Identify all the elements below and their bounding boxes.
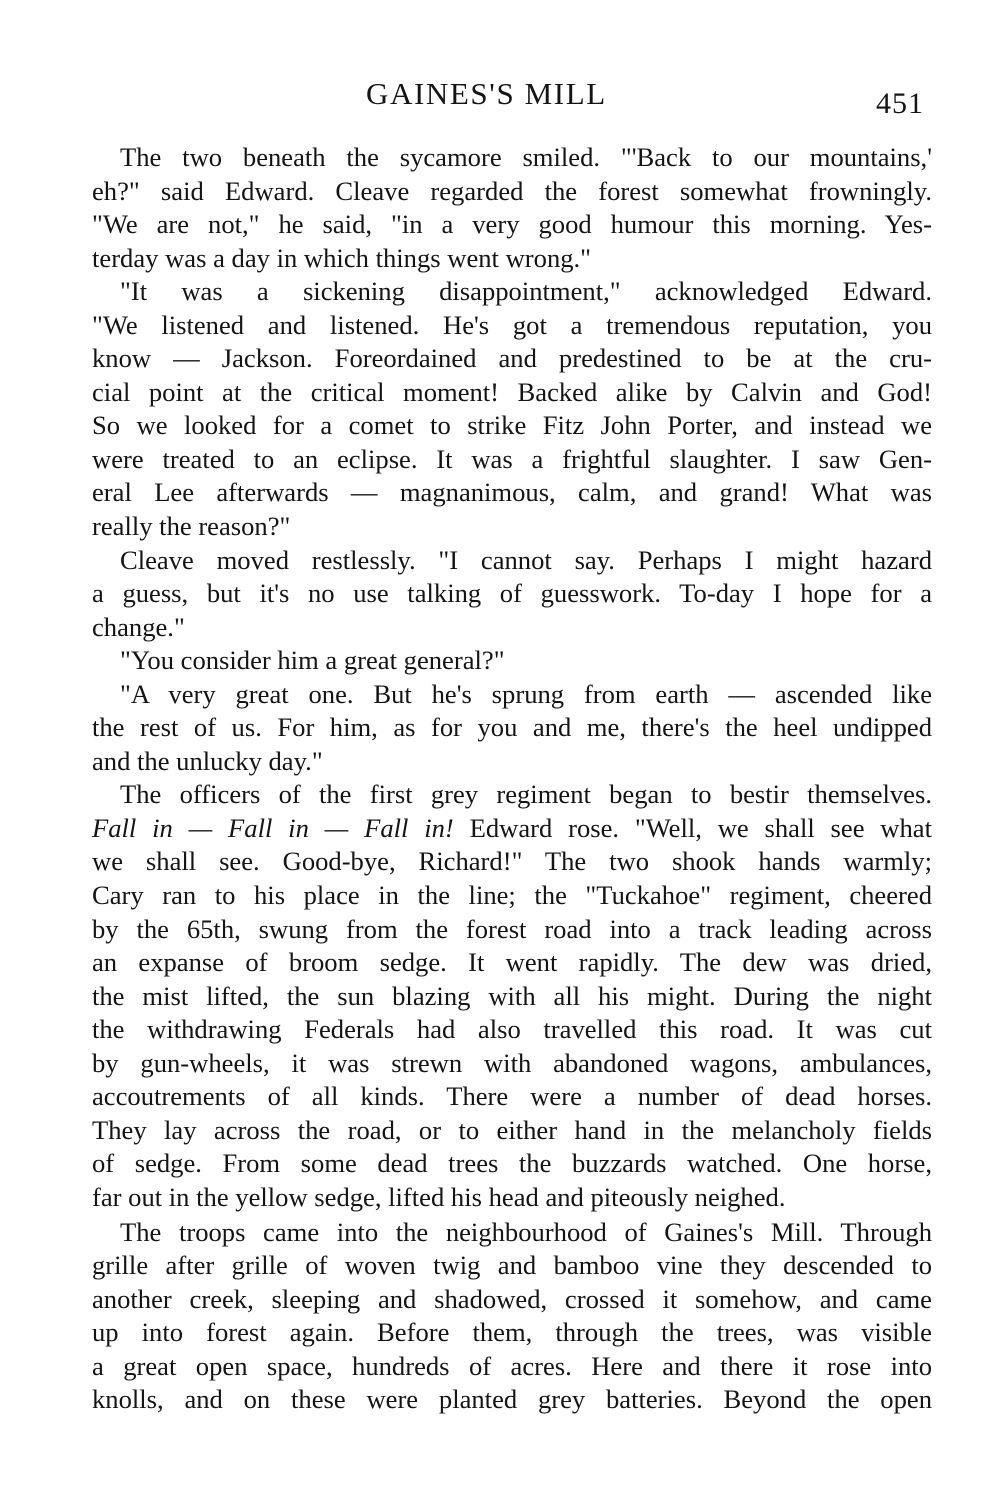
text-line: The troops came into the neighbourhood of Gaines's Mill. Through [120, 1216, 932, 1247]
text-run: Edward rose. "Well, we shall see what [453, 812, 932, 843]
text-line: the withdrawing Federals had also travelled this road. It was cut [92, 1014, 932, 1045]
text-line: of sedge. From some dead trees the buzzards watched. One horse, [92, 1148, 932, 1179]
text-line: accoutrements of all kinds. There were a number of dead horses. [92, 1081, 932, 1112]
text-line: the mist lifted, the sun blazing with all his might. During the night [92, 980, 932, 1011]
text-line: know — Jackson. Foreordained and predestined to be at the cru- [92, 343, 932, 374]
text-line: "We listened and listened. He's got a tremendous reputation, you [92, 309, 932, 340]
text-line: grille after grille of woven twig and bamboo vine they descended to [92, 1250, 932, 1281]
text-line: "We are not," he said, "in a very good humour this morning. Yes- [92, 209, 932, 240]
text-line: The officers of the first grey regiment began to bestir themselves. [120, 779, 932, 810]
text-line: really the reason?" [92, 511, 291, 542]
text-line: terday was a day in which things went wrong." [92, 242, 592, 273]
text-line: by the 65th, swung from the forest road into a track leading across [92, 913, 932, 944]
page-number: 451 [876, 87, 924, 120]
text-line: a great open space, hundreds of acres. Here and there it rose into [92, 1350, 932, 1381]
text-line: The two beneath the sycamore smiled. "'Back to our mountains,' [120, 142, 932, 172]
text-line: Cary ran to his place in the line; the "Tuckahoe" regiment, cheered [92, 880, 932, 911]
running-head [0, 74, 1000, 118]
text-line: up into forest again. Before them, through the trees, was visible [92, 1317, 932, 1348]
text-line: change." [92, 611, 185, 642]
text-line: we shall see. Good-bye, Richard!" The two shook hands warmly; [92, 846, 932, 877]
text-line: and the unlucky day." [92, 745, 323, 776]
text-line: They lay across the road, or to either hand in the melancholy fields [92, 1114, 932, 1145]
text-line: eral Lee afterwards — magnanimous, calm, and grand! What was [92, 477, 932, 508]
text-line: knolls, and on these were planted grey batteries. Beyond the open [92, 1384, 932, 1415]
text-line: So we looked for a comet to strike Fitz John Porter, and instead we [92, 410, 932, 441]
text-line: by gun-wheels, it was strewn with abandoned wagons, ambulances, [92, 1047, 932, 1078]
text-line: far out in the yellow sedge, lifted his head and piteously neighed. [92, 1181, 786, 1212]
text-line: "It was a sickening disappointment," acknowledged Edward. [120, 276, 932, 307]
text-line: cial point at the critical moment! Backed alike by Calvin and God! [92, 376, 932, 407]
text-line: the rest of us. For him, as for you and me, there's the heel undipped [92, 712, 932, 743]
text-line: "A very great one. But he's sprung from earth — ascended like [120, 678, 932, 709]
text-line: an expanse of broom sedge. It went rapidly. The dew was dried, [92, 947, 932, 978]
italic-command: Fall in — Fall in — Fall in! [92, 812, 454, 843]
text-line: a guess, but it's no use talking of guesswork. To-day I hope for a [92, 578, 932, 609]
text-line: "You consider him a great general?" [120, 645, 505, 676]
text-line: another creek, sleeping and shadowed, crossed it somehow, and came [92, 1283, 932, 1314]
text-line: eh?" said Edward. Cleave regarded the forest somewhat frowningly. [92, 175, 932, 206]
chapter-title: GAINES'S MILL [366, 76, 607, 111]
text-line: Cleave moved restlessly. "I cannot say. Perhaps I might hazard [120, 544, 932, 575]
text-line-mixed [92, 812, 932, 846]
body-text [92, 141, 932, 1417]
text-line: were treated to an eclipse. It was a frightful slaughter. I saw Gen- [92, 443, 932, 474]
